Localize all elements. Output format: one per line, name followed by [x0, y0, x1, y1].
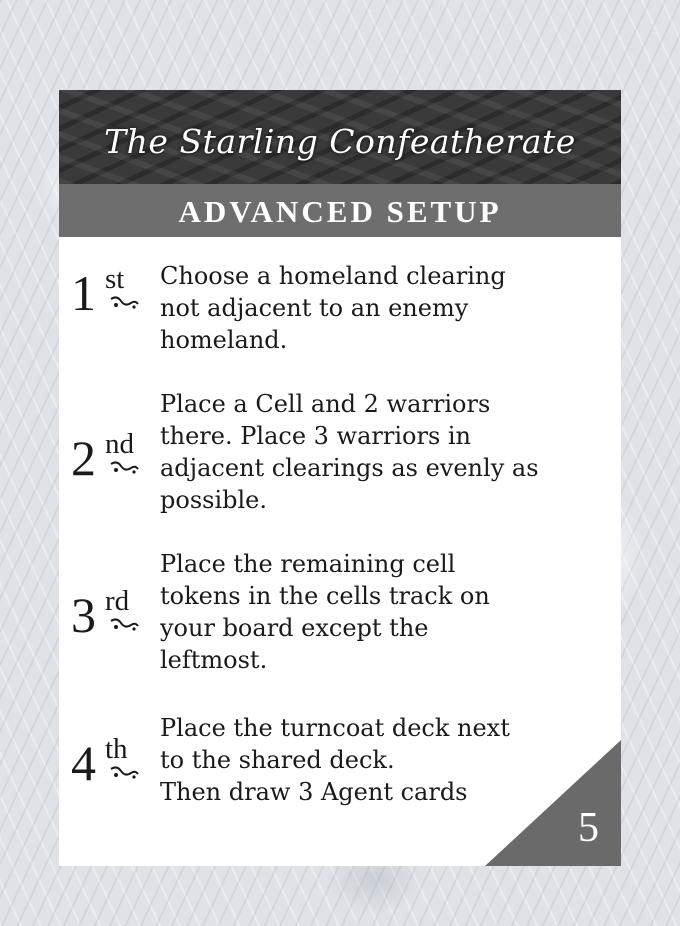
card-title: The Starling Confeatherate — [104, 121, 576, 161]
title-banner — [59, 90, 621, 184]
ordinal-suffix: th — [105, 733, 128, 765]
ordinal-number: 1 — [71, 265, 96, 321]
step-line: tokens in the cells track on — [160, 582, 490, 610]
step-line: Place the remaining cell — [160, 550, 456, 578]
ordinal-fourth — [71, 733, 157, 793]
step-line: Then draw 3 Agent cards — [160, 778, 468, 806]
flourish-icon — [107, 617, 141, 633]
flourish-icon — [107, 765, 141, 781]
step-line: to the shared deck. — [160, 746, 395, 774]
ordinal-suffix: rd — [105, 585, 130, 617]
step-line: your board except the — [160, 614, 429, 642]
step-line: adjacent clearings as evenly as — [160, 454, 539, 482]
subtitle-banner — [59, 184, 621, 237]
step-line: homeland. — [160, 326, 288, 354]
step-line: Place the turncoat deck next — [160, 714, 510, 742]
ordinal-second — [71, 428, 157, 488]
step-text — [160, 388, 600, 516]
card-subtitle: ADVANCED SETUP — [178, 193, 502, 229]
step-text — [160, 260, 600, 356]
flourish-icon — [107, 295, 141, 311]
step-line: there. Place 3 warriors in — [160, 422, 472, 450]
step-line: Place a Cell and 2 warriors — [160, 390, 491, 418]
setup-card — [59, 90, 621, 866]
step-line: leftmost. — [160, 646, 268, 674]
step-text — [160, 712, 600, 808]
ordinal-third — [71, 585, 157, 645]
ordinal-first — [71, 263, 157, 323]
ordinal-number: 3 — [71, 587, 96, 643]
step-text — [160, 548, 600, 676]
ordinal-suffix: nd — [105, 428, 134, 460]
step-line: possible. — [160, 486, 267, 514]
flourish-icon — [107, 460, 141, 476]
page-number: 5 — [578, 805, 599, 851]
ordinal-number: 2 — [71, 430, 96, 486]
ordinal-suffix: st — [105, 263, 125, 295]
step-line: Choose a homeland clearing — [160, 262, 506, 290]
ordinal-number: 4 — [71, 735, 96, 791]
step-line: not adjacent to an enemy — [160, 294, 469, 322]
